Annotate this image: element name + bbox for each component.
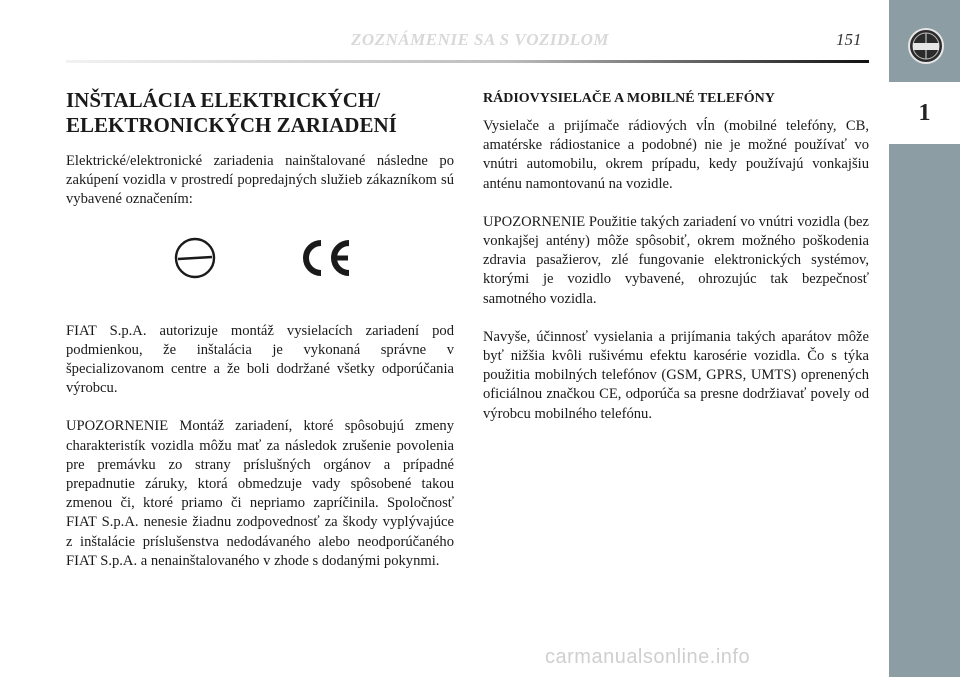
lancia-logo-icon — [907, 27, 945, 65]
intro-paragraph: Elektrické/elektronické zariadenia nainštalované následne po zakúpení vozidla v prostredí popredajných služieb zákazníkom sú vybavené označením: — [66, 153, 454, 208]
left-column — [66, 88, 454, 571]
running-header-title: ZOZNÁMENIE SA S VOZIDLOM — [350, 30, 610, 49]
watermark: carmanualsonline.info — [545, 646, 751, 668]
radio-paragraph-3: Navyše, účinnosť vysielania a prijímania takých aparátov môže byť nižšia kvôli rušivému efektu karosérie vozidla. Čo s týka použitia mobilných telefónov (GSM, GPRS, UMTS) oprenených oficiálnou značkou CE, odporúča sa presne dodržiavať povely od výrobcu mobilného telefónu. — [483, 328, 869, 422]
warning-paragraph: UPOZORNENIE Montáž zariadení, ktoré spôsobujú zmeny charakteristík vozidla môžu mať za následok zrušenie povolenia pre premávku zo strany príslušných orgánov a prípadné prepadnutie záruky, ktorá obmedzuje vady spôsobené takou zmenou či, ktoré priamo či nepriamo zapríčinila. Spoločnosť FIAT S.p.A. nenesie žiadnu zodpovednosť za škody vyplývajúce z inštalácie príslušenstva nedodávaného alebo neodporúčaného FIAT S.p.A. a nenainštalovaného v zhode s dodanými pokynmi. — [66, 418, 454, 569]
section-heading-radio: RÁDIOVYSIELAČE A MOBILNÉ TELEFÓNY — [483, 91, 775, 106]
right-column — [483, 90, 869, 424]
header-rule — [66, 60, 869, 63]
authorization-paragraph: FIAT S.p.A. autorizuje montáž vysielacích zariadení pod podmienkou, že inštalácia je vykonaná správne v špecializovanom centre a že boli dodržané všetky odporúčania výrobcu. — [66, 322, 454, 397]
e-mark-icon — [170, 233, 220, 283]
radio-paragraph-1: Vysielače a prijímače rádiových vĺn (mobilné telefóny, CB, amatérske rádiostanice a podobné) nie je možné používať vo vnútri automobilu, okrem prípadu, kedy používajú vonkajšiu anténu namontovanú na vozidle. — [483, 118, 869, 192]
chapter-tab[interactable]: 1 — [889, 82, 960, 144]
ce-mark-icon — [295, 233, 355, 283]
approval-marks — [170, 225, 370, 285]
section-heading-installation: INŠTALÁCIA ELEKTRICKÝCH/ ELEKTRONICKÝCH ZARIADENÍ — [66, 88, 397, 137]
page-number: 151 — [836, 30, 862, 49]
radio-paragraph-2: UPOZORNENIE Použitie takých zariadení vo vnútri vozidla (bez vonkajšej antény) môže spôsobiť, okrem možného poškodenia zdravia pasažierov, zlé fungovanie elektronických systémov, ktorými je vozidlo vybavené, ohrozujúc tak bezpečnosť samotného vozidla. — [483, 213, 869, 307]
